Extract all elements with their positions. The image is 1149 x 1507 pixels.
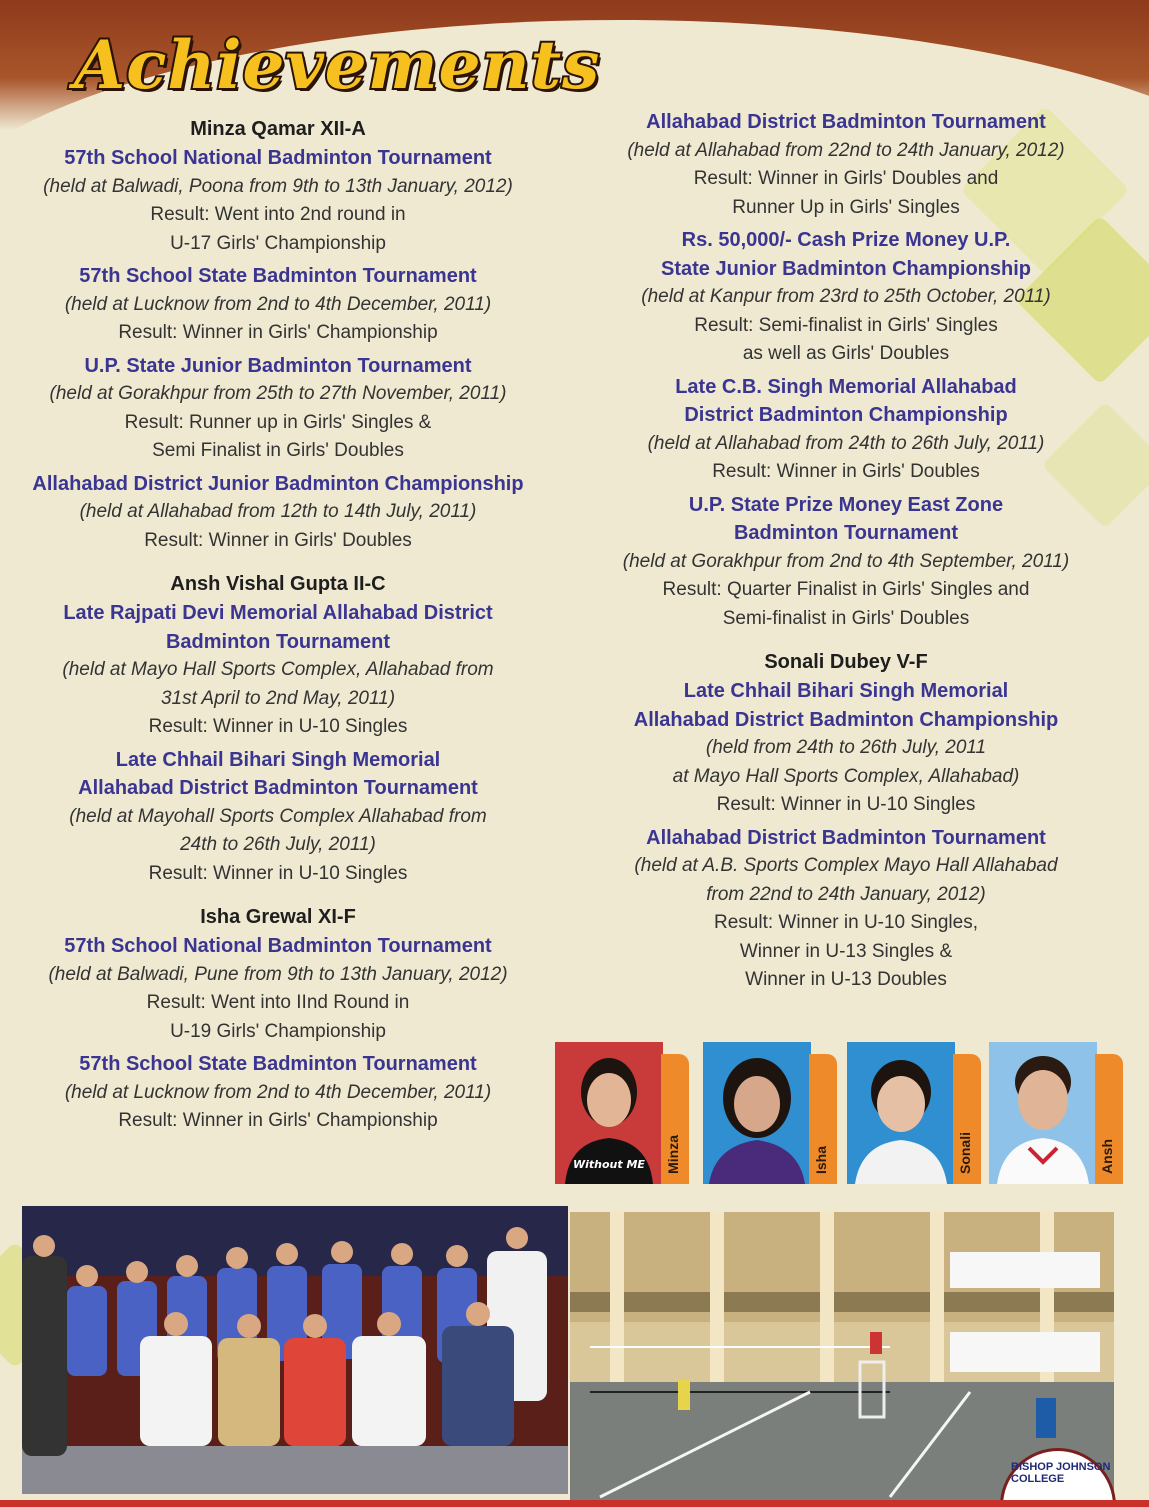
tournament-name: Badminton Tournament (733, 522, 959, 544)
tournament-name: Allahabad District Junior Badminton Championship (32, 472, 524, 495)
event-details: (held at Balwadi, Pune from 9th to 13th January, 2012) (48, 963, 508, 985)
achiever-name: Sonali Dubey V-F (764, 651, 928, 673)
event-details: (held at Lucknow from 2nd to 4th December, 2011) (64, 1081, 492, 1103)
result-text: Result: Went into 2nd round in (150, 204, 406, 225)
achievement-entry (8, 1050, 548, 1136)
tournament-name: Allahabad District Badminton Tournament (78, 777, 478, 799)
achievement-entry (588, 824, 1104, 995)
achievement-entry (588, 108, 1104, 222)
event-details: 24th to 26th July, 2011) (180, 834, 376, 855)
achievement-entry (588, 491, 1104, 634)
tournament-name: U.P. State Junior Badminton Tournament (84, 354, 472, 377)
achievement-entry (8, 262, 548, 348)
result-text: Result: Winner in Girls' Doubles (712, 461, 980, 482)
achiever-name: Minza Qamar XII-A (190, 118, 366, 140)
event-details: at Mayo Hall Sports Complex, Allahabad) (672, 765, 1020, 787)
college-logo-text: BISHOP JOHNSON COLLEGE (1011, 1461, 1111, 1485)
result-text: U-17 Girls' Championship (170, 232, 386, 254)
tournament-name: Allahabad District Badminton Tournament (646, 826, 1046, 849)
tournament-name: Late Chhail Bihari Singh Memorial (683, 680, 1009, 702)
svg-text:Without ME: Without ME (573, 1158, 645, 1171)
result-text: Result: Semi-finalist in Girls' Singles (694, 314, 998, 336)
result-text: Result: Winner in U-10 Singles (148, 716, 408, 737)
achievement-entry (8, 144, 548, 258)
portrait-photo-sonali (847, 1042, 955, 1184)
achiever-block (8, 114, 548, 555)
tournament-name: 57th School National Badminton Tournament (64, 147, 492, 169)
portrait-photo-isha (703, 1042, 811, 1184)
event-details: (held at Kanpur from 23rd to 25th October, 2011) (641, 286, 1051, 307)
portrait-tab (953, 1054, 981, 1184)
event-details: 31st April to 2nd May, 2011) (160, 687, 396, 709)
spacer (8, 559, 548, 569)
achievement-entry (588, 226, 1104, 369)
result-text: Result: Winner in Girls' Doubles (144, 529, 412, 551)
achievement-entry (588, 373, 1104, 487)
tournament-name: 57th School State Badminton Tournament (79, 265, 477, 287)
event-details: (held at Balwadi, Poona from 9th to 13th January, 2012) (43, 175, 513, 197)
event-details: (held at Allahabad from 22nd to 24th January, 2012) (627, 139, 1065, 161)
tournament-name: District Badminton Championship (684, 404, 1008, 426)
tournament-name: 57th School National Badminton Tournament (64, 935, 492, 957)
portrait-tab (1095, 1054, 1123, 1184)
event-details: (held at Allahabad from 12th to 14th July, 2011) (79, 501, 477, 522)
achiever-name: Ansh Vishal Gupta II-C (170, 573, 386, 595)
achievement-entry (588, 677, 1104, 820)
result-text: Result: Winner in U-10 Singles, (714, 912, 978, 933)
tournament-name: Late Chhail Bihari Singh Memorial (115, 748, 441, 771)
achiever-block (8, 569, 548, 888)
result-text: Winner in U-13 Singles & (739, 940, 953, 962)
portrait-label: Sonali (957, 1131, 973, 1174)
portrait-label: Minza (665, 1135, 681, 1174)
result-text: Semi Finalist in Girls' Doubles (152, 440, 404, 461)
event-details: (held at A.B. Sports Complex Mayo Hall Allahabad (634, 855, 1058, 876)
achiever-block (8, 902, 548, 1136)
result-text: Result: Winner in U-10 Singles (716, 794, 976, 815)
result-text: Winner in U-13 Doubles (745, 969, 947, 990)
event-details: (held at Mayo Hall Sports Complex, Allahabad from (62, 659, 494, 680)
event-details: (held from 24th to 26th July, 2011 (705, 737, 987, 758)
achievement-entry (8, 470, 548, 556)
tournament-name: Rs. 50,000/- Cash Prize Money U.P. (681, 229, 1011, 251)
achievement-entry (8, 746, 548, 889)
right-column (588, 108, 1104, 999)
spacer (8, 892, 548, 902)
event-details: (held at Gorakhpur from 25th to 27th November, 2011) (49, 383, 507, 404)
result-text: Result: Quarter Finalist in Girls' Singles and (662, 579, 1030, 600)
tournament-name: U.P. State Prize Money East Zone (688, 493, 1004, 516)
tournament-name: Late Rajpati Devi Memorial Allahabad District (63, 602, 493, 624)
portrait-photo-minza (555, 1042, 663, 1184)
portrait-label: Ansh (1099, 1139, 1115, 1174)
left-column (8, 114, 548, 1140)
page-title: Achievements (74, 26, 601, 104)
tournament-name: Late C.B. Singh Memorial Allahabad (675, 375, 1017, 398)
result-text: Result: Winner in U-10 Singles (148, 862, 408, 884)
achiever-block (588, 108, 1104, 633)
tournament-name: Allahabad District Badminton Tournament (646, 111, 1046, 133)
portrait-label: Isha (813, 1145, 829, 1174)
result-text: as well as Girls' Doubles (742, 343, 950, 364)
achievement-entry (8, 599, 548, 742)
event-details: (held at Mayohall Sports Complex Allahabad from (69, 805, 487, 827)
result-text: U-19 Girls' Championship (170, 1020, 386, 1042)
portrait-tab (809, 1054, 837, 1184)
portrait-tab (661, 1054, 689, 1184)
event-details: (held at Allahabad from 24th to 26th July, 2011) (647, 432, 1045, 454)
event-details: (held at Lucknow from 2nd to 4th December, 2011) (64, 293, 492, 315)
result-text: Result: Winner in Girls' Championship (118, 1110, 438, 1131)
result-text: Result: Went into IInd Round in (146, 992, 410, 1013)
tournament-name: 57th School State Badminton Tournament (79, 1053, 477, 1075)
achievement-entry (8, 932, 548, 1046)
spacer (588, 637, 1104, 647)
achievement-entry (8, 352, 548, 466)
achiever-block (588, 647, 1104, 995)
portrait-photo-ansh (989, 1042, 1097, 1184)
result-text: Semi-finalist in Girls' Doubles (722, 607, 970, 629)
event-details: (held at Gorakhpur from 2nd to 4th September, 2011) (622, 550, 1070, 572)
team-group-photo (22, 1206, 568, 1494)
achiever-name: Isha Grewal XI-F (200, 906, 356, 928)
tournament-name: Allahabad District Badminton Championship (633, 708, 1059, 731)
result-text: Result: Winner in Girls' Doubles and (693, 168, 999, 189)
tournament-name: Badminton Tournament (165, 630, 391, 653)
footer-strip (0, 1500, 1149, 1507)
result-text: Result: Runner up in Girls' Singles & (124, 411, 432, 433)
result-text: Runner Up in Girls' Singles (732, 196, 960, 218)
event-details: from 22nd to 24th January, 2012) (706, 883, 986, 905)
result-text: Result: Winner in Girls' Championship (118, 322, 438, 343)
tournament-name: State Junior Badminton Championship (660, 257, 1031, 280)
